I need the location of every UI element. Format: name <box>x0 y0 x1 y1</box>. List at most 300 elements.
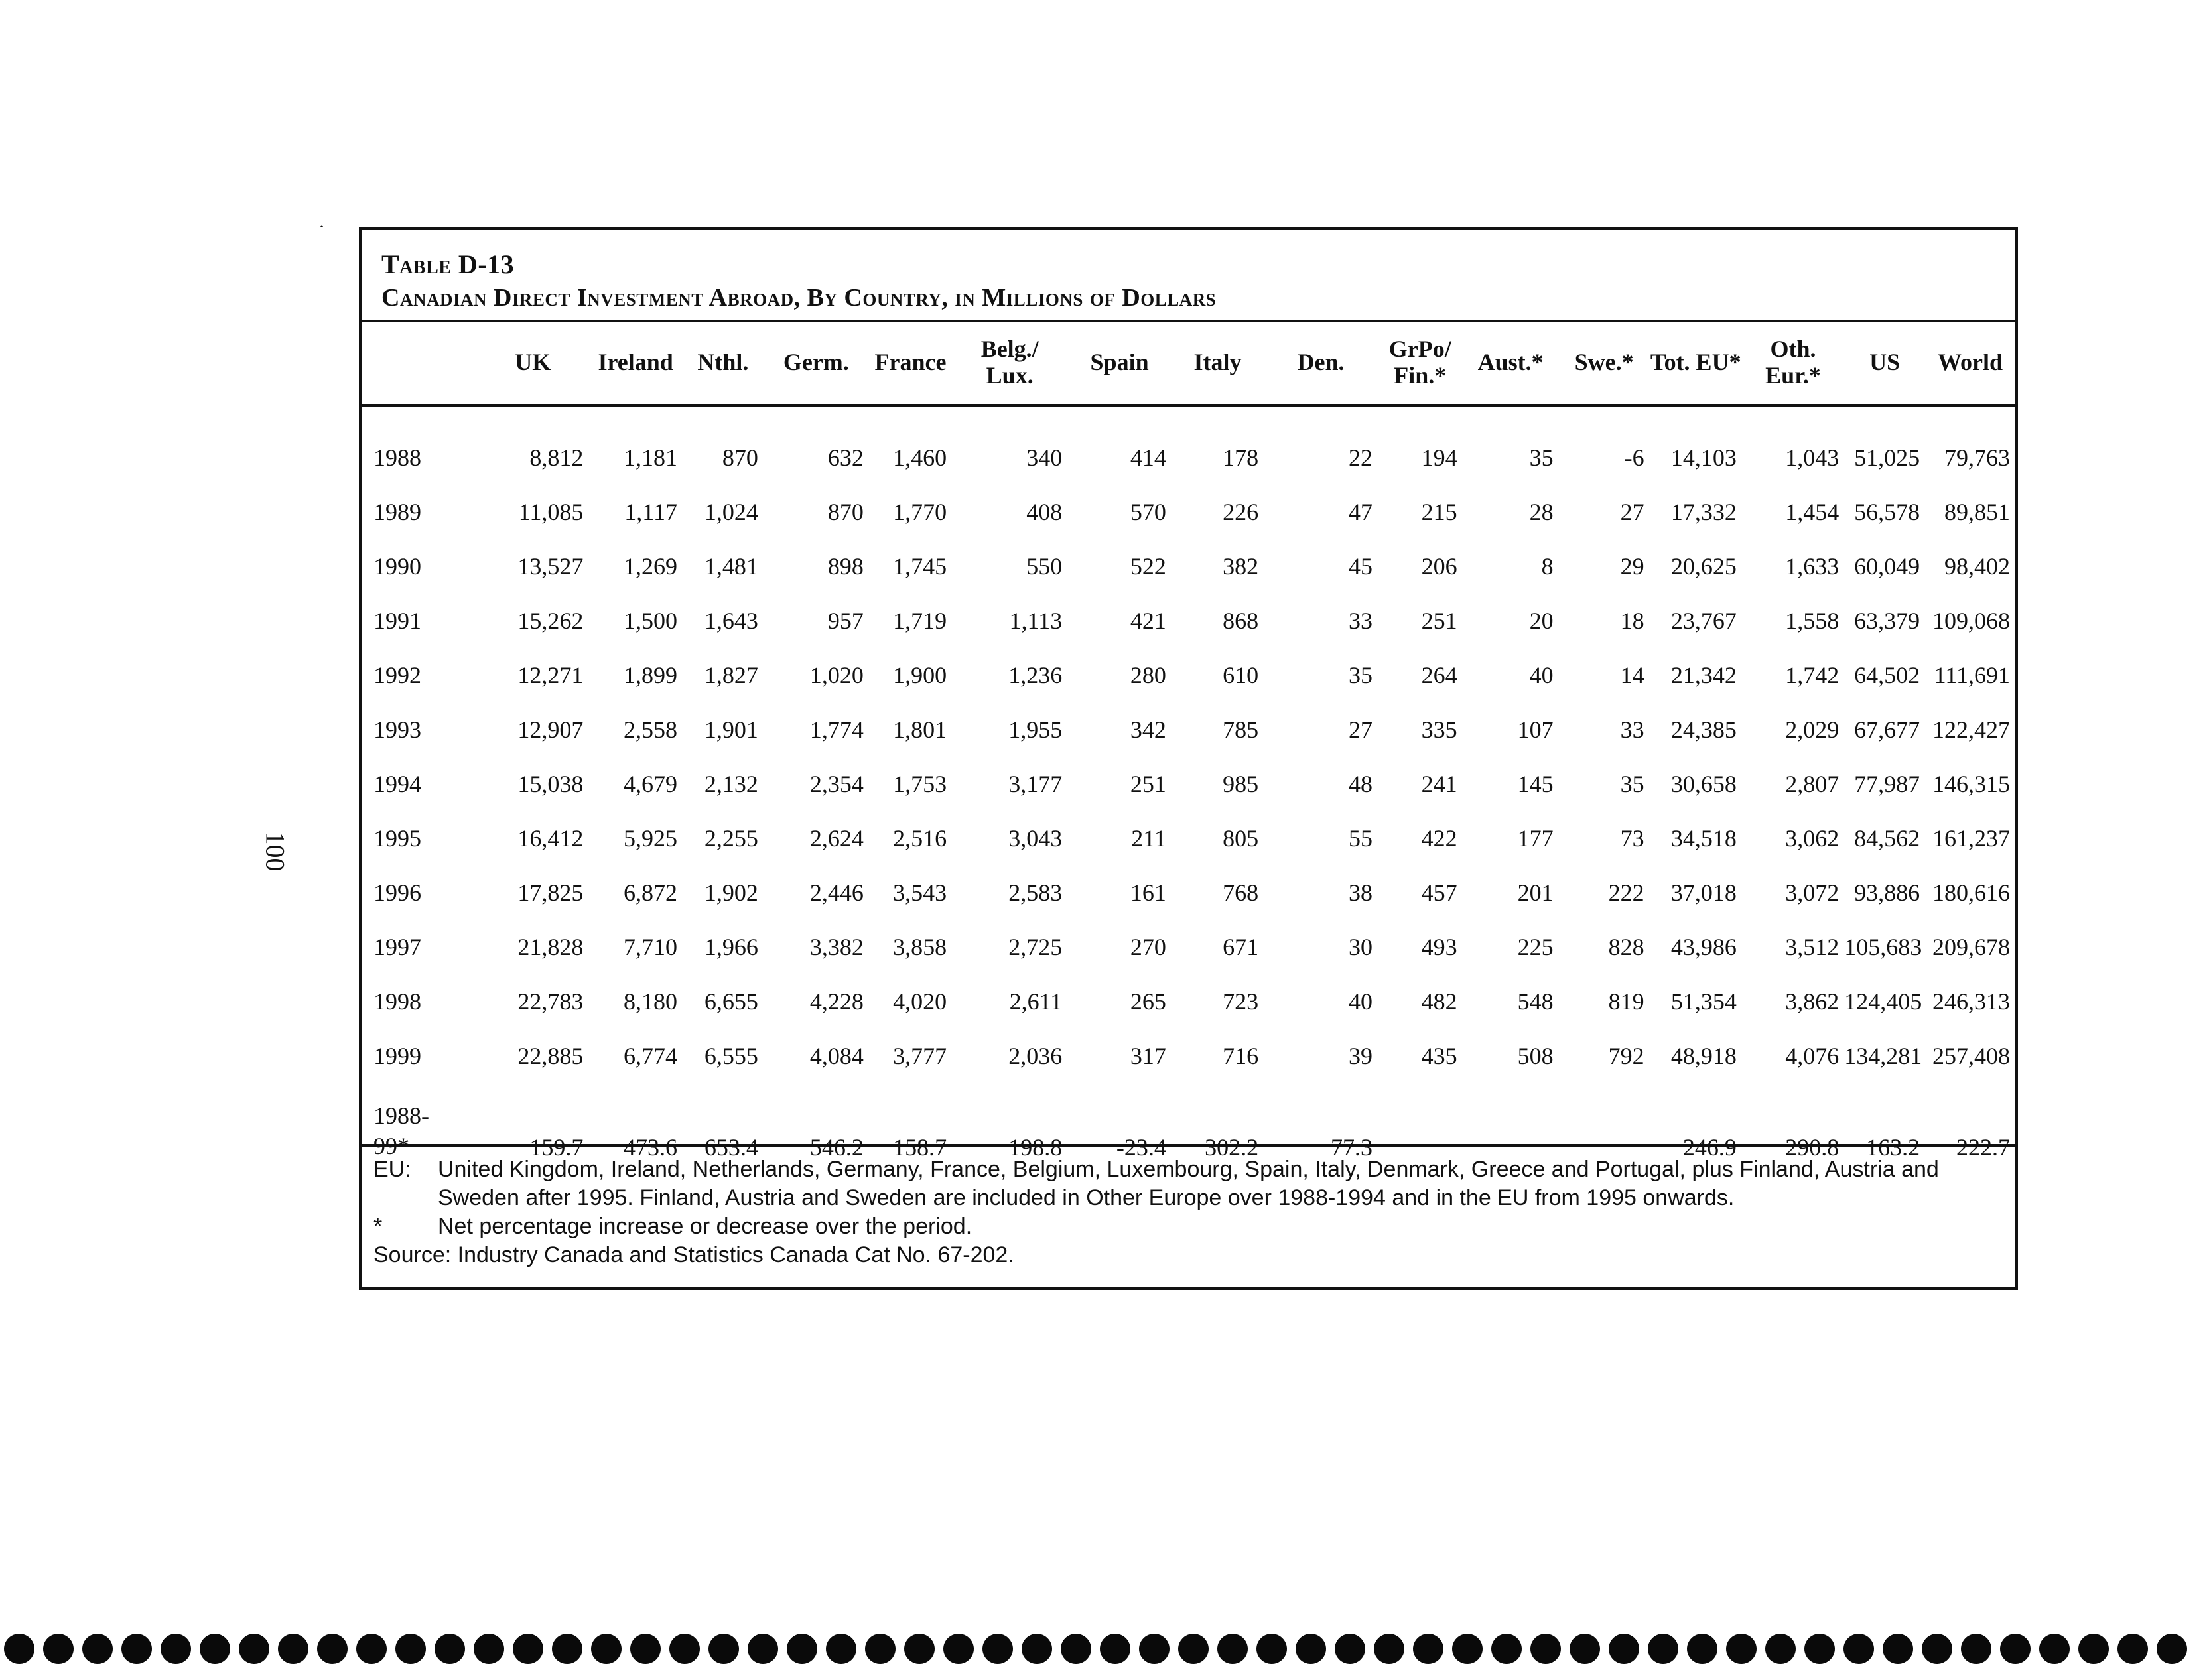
binding-hole <box>1570 1634 1600 1664</box>
table-cell: 77,987 <box>1854 771 1920 797</box>
table-cell: 2,624 <box>809 825 864 852</box>
binding-hole <box>1530 1634 1561 1664</box>
table-cell: 550 <box>1026 553 1063 580</box>
table-label: Table D-13 <box>381 249 515 279</box>
table-cell: 653.4 <box>704 1134 758 1161</box>
binding-hole <box>591 1634 622 1664</box>
table-row <box>362 404 2015 485</box>
table-cell: 4,679 <box>623 771 677 797</box>
table-cell: 340 <box>1026 444 1063 471</box>
table-cell: 421 <box>1130 608 1166 634</box>
table-cell: 48,918 <box>1670 1043 1737 1069</box>
column-header-line: Eur.* <box>1765 361 1821 389</box>
binding-hole <box>356 1634 387 1664</box>
binding-hole <box>708 1634 739 1664</box>
table-cell: 3,062 <box>1785 825 1840 852</box>
note-eu <box>373 1155 1999 1212</box>
table-cell: 30,658 <box>1670 771 1737 797</box>
binding-hole <box>787 1634 817 1664</box>
binding-hole <box>2078 1634 2109 1664</box>
table-cell: 29 <box>1620 553 1644 580</box>
table-cell: 264 <box>1421 662 1457 688</box>
table-cell: 1,966 <box>704 934 758 960</box>
binding-hole <box>1100 1634 1130 1664</box>
binding-hole <box>1765 1634 1796 1664</box>
table-cell: 107 <box>1517 716 1554 743</box>
table-cell: 723 <box>1223 988 1259 1015</box>
table-cell: 209,678 <box>1932 934 2010 960</box>
column-header-line: Ireland <box>598 348 673 375</box>
binding-hole <box>943 1634 974 1664</box>
header-row <box>362 320 2015 404</box>
table-row <box>362 811 2015 866</box>
table-cell: 225 <box>1517 934 1554 960</box>
table-cell: 206 <box>1421 553 1457 580</box>
column-header-line: World <box>1938 348 2003 375</box>
binding-hole <box>2157 1634 2187 1664</box>
table-cell: 2,446 <box>809 879 864 906</box>
column-header-line: Tot. EU* <box>1650 348 1741 375</box>
column-header-line: Oth. <box>1770 335 1816 362</box>
row-year: 1999 <box>373 1043 421 1069</box>
table-row <box>362 866 2015 920</box>
column-header-line: UK <box>515 348 551 375</box>
table-cell: 819 <box>1608 988 1644 1015</box>
table-cell: 93,886 <box>1854 879 1920 906</box>
row-year: 1990 <box>373 553 421 580</box>
row-year: 1997 <box>373 934 421 960</box>
table-cell: 2,611 <box>1009 988 1063 1015</box>
table-cell: 342 <box>1130 716 1166 743</box>
table-cell: 39 <box>1348 1043 1373 1069</box>
table-cell: 548 <box>1517 988 1554 1015</box>
column-header-line: Swe.* <box>1574 348 1634 375</box>
table-cell: 45 <box>1348 553 1373 580</box>
column-header-line: Germ. <box>783 348 849 375</box>
column-header <box>683 320 764 404</box>
note-text: Net percentage increase or decrease over the period. <box>438 1214 972 1239</box>
table-cell: 257,408 <box>1932 1043 2010 1069</box>
table-cell: 6,655 <box>704 988 758 1015</box>
table-cell: 16,412 <box>517 825 584 852</box>
table-row <box>362 757 2015 811</box>
table-cell: 27 <box>1620 499 1644 525</box>
binding-hole <box>278 1634 308 1664</box>
column-header <box>1463 320 1559 404</box>
row-year: 1995 <box>373 825 421 852</box>
investment-table <box>362 320 2015 1171</box>
table-cell: 77.3 <box>1330 1134 1373 1161</box>
table-cell: 2,583 <box>1008 879 1063 906</box>
column-header <box>588 320 683 404</box>
table-cell: 14,103 <box>1670 444 1737 471</box>
table-cell: 280 <box>1130 662 1166 688</box>
table-cell: 177 <box>1517 825 1554 852</box>
binding-hole <box>161 1634 191 1664</box>
table-cell: 1,643 <box>704 608 758 634</box>
table-cell: 1,801 <box>893 716 947 743</box>
table-cell: 2,807 <box>1785 771 1840 797</box>
table-cell: 20,625 <box>1670 553 1737 580</box>
table-cell: 414 <box>1130 444 1166 471</box>
table-cell: 35 <box>1348 662 1373 688</box>
table-cell: 1,745 <box>893 553 947 580</box>
table-cell: 55 <box>1348 825 1373 852</box>
column-header-line: France <box>874 348 947 375</box>
table-cell: 12,907 <box>517 716 584 743</box>
table-cell: 4,084 <box>809 1043 864 1069</box>
table-cell: 6,872 <box>623 879 677 906</box>
column-header-line: Aust.* <box>1477 348 1544 375</box>
binding-hole <box>2117 1634 2148 1664</box>
table-cell: 211 <box>1131 825 1166 852</box>
table-cell: 215 <box>1421 499 1457 525</box>
table-cell: 134,281 <box>1844 1043 1922 1069</box>
table-cell: 870 <box>827 499 864 525</box>
table-cell: 1,955 <box>1008 716 1063 743</box>
table-cell: 22 <box>1348 444 1373 471</box>
table-cell: 4,228 <box>809 988 864 1015</box>
table-cell: 2,516 <box>893 825 947 852</box>
table-cell: 1,899 <box>623 662 677 688</box>
table-cell: 161,237 <box>1932 825 2010 852</box>
table-cell: 3,177 <box>1008 771 1063 797</box>
binding-hole <box>4 1634 34 1664</box>
table-cell: 522 <box>1130 553 1166 580</box>
page-number: 100 <box>260 831 291 872</box>
table-cell: -23.4 <box>1116 1134 1166 1161</box>
binding-hole <box>630 1634 661 1664</box>
table-cell: 3,777 <box>893 1043 947 1069</box>
table-cell: 180,616 <box>1932 879 2010 906</box>
column-header-line: Belg./ <box>980 335 1039 362</box>
table-cell: 109,068 <box>1932 608 2010 634</box>
table-cell: 60,049 <box>1854 553 1920 580</box>
binding-hole <box>82 1634 113 1664</box>
table-cell: 79,763 <box>1944 444 2010 471</box>
table-cell: 408 <box>1026 499 1063 525</box>
table-cell: 1,454 <box>1785 499 1840 525</box>
binding-hole <box>552 1634 582 1664</box>
binding-hole <box>1139 1634 1170 1664</box>
binding-hole <box>904 1634 935 1664</box>
table-cell: 868 <box>1223 608 1259 634</box>
table-title-block <box>381 247 1993 314</box>
table-cell: 163.2 <box>1866 1134 1920 1161</box>
table-cell: 8,180 <box>623 988 677 1015</box>
table-cell: 270 <box>1130 934 1166 960</box>
table-cell: 40 <box>1348 988 1373 1015</box>
table-cell: 33 <box>1348 608 1373 634</box>
table-cell: 1,774 <box>809 716 864 743</box>
table-cell: 1,633 <box>1785 553 1840 580</box>
column-header <box>1742 320 1844 404</box>
row-year: 1991 <box>373 608 421 634</box>
table-cell: 785 <box>1223 716 1259 743</box>
table-cell: 5,925 <box>623 825 677 852</box>
table-cell: 159.7 <box>529 1134 584 1161</box>
table-cell: 457 <box>1421 879 1457 906</box>
row-year: 1989 <box>373 499 421 525</box>
table-cell: 435 <box>1421 1043 1457 1069</box>
column-header <box>1172 320 1264 404</box>
binding-hole <box>748 1634 778 1664</box>
binding-hole <box>982 1634 1013 1664</box>
binding-hole <box>1883 1634 1913 1664</box>
binding-hole <box>1843 1634 1874 1664</box>
table-cell: 67,677 <box>1854 716 1920 743</box>
binding-hole <box>43 1634 74 1664</box>
binding-hole <box>1609 1634 1639 1664</box>
table-cell: 2,036 <box>1008 1043 1063 1069</box>
table-cell: 3,858 <box>893 934 947 960</box>
table-cell: 105,683 <box>1844 934 1922 960</box>
column-header-line: US <box>1869 348 1901 375</box>
table-row <box>362 702 2015 757</box>
table-cell: 1,024 <box>704 499 758 525</box>
table-cell: 1,043 <box>1785 444 1840 471</box>
table-cell: 302.2 <box>1205 1134 1259 1161</box>
table-cell: 546.2 <box>809 1134 864 1161</box>
table-cell: 957 <box>827 608 864 634</box>
binding-hole <box>1961 1634 1991 1664</box>
table-cell: 985 <box>1223 771 1259 797</box>
table-cell: 122,427 <box>1932 716 2010 743</box>
table-cell: 335 <box>1421 716 1457 743</box>
binding-hole <box>1374 1634 1404 1664</box>
table-cell: 246,313 <box>1932 988 2010 1015</box>
table-cell: 2,354 <box>809 771 864 797</box>
table-cell: 1,117 <box>624 499 677 525</box>
table-cell: 158.7 <box>893 1134 947 1161</box>
binding-hole <box>1178 1634 1209 1664</box>
table-cell: 12,271 <box>517 662 584 688</box>
table-cell: 1,020 <box>809 662 864 688</box>
table-cell: 222.7 <box>1956 1134 2010 1161</box>
table-cell: 2,132 <box>704 771 758 797</box>
binding-hole <box>317 1634 348 1664</box>
table-cell: 768 <box>1223 879 1259 906</box>
table-cell: 17,825 <box>517 879 584 906</box>
table-cell: 22,783 <box>517 988 584 1015</box>
table-cell: 34,518 <box>1670 825 1737 852</box>
row-year: 1994 <box>373 771 421 797</box>
table-row <box>362 485 2015 539</box>
binding-hole <box>1217 1634 1248 1664</box>
column-header <box>1067 320 1172 404</box>
column-header-line: Den. <box>1297 348 1345 375</box>
binding-hole <box>826 1634 856 1664</box>
table-cell: 610 <box>1223 662 1259 688</box>
column-header <box>1925 320 2015 404</box>
table-cell: 3,543 <box>893 879 947 906</box>
table-row <box>362 539 2015 594</box>
binding-hole <box>1922 1634 1952 1664</box>
table-cell: 194 <box>1421 444 1457 471</box>
table-title: Canadian Direct Investment Abroad, By Country, in Millions of Dollars <box>381 284 1217 312</box>
table-cell: 382 <box>1223 553 1259 580</box>
table-row <box>362 648 2015 702</box>
column-header-line: Italy <box>1193 348 1242 375</box>
note-label: EU: <box>373 1157 411 1182</box>
column-header-line: Fin.* <box>1394 361 1447 389</box>
binding-hole <box>865 1634 896 1664</box>
column-header <box>764 320 869 404</box>
binding-hole <box>1804 1634 1835 1664</box>
column-header <box>477 320 588 404</box>
source-note: Source: Industry Canada and Statistics Canada Cat No. 67-202. <box>373 1242 1014 1267</box>
table-cell: 17,332 <box>1670 499 1737 525</box>
table-cell: 3,043 <box>1008 825 1063 852</box>
table-cell: 20 <box>1529 608 1554 634</box>
table-cell: 14 <box>1620 662 1644 688</box>
column-header <box>952 320 1067 404</box>
binding-hole <box>1413 1634 1443 1664</box>
column-header <box>362 320 477 404</box>
table-cell: 1,902 <box>704 879 758 906</box>
table-cell: 11,085 <box>518 499 584 525</box>
table-cell: 226 <box>1223 499 1259 525</box>
table-cell: 1,481 <box>704 553 758 580</box>
table-cell: 898 <box>827 553 864 580</box>
column-header-line: Lux. <box>986 361 1034 389</box>
binding-hole <box>1256 1634 1287 1664</box>
table-cell: 22,885 <box>517 1043 584 1069</box>
table-cell: 178 <box>1223 444 1259 471</box>
table-cell: 241 <box>1421 771 1457 797</box>
table-cell: 21,828 <box>517 934 584 960</box>
binding-hole <box>1022 1634 1052 1664</box>
binding-hole <box>200 1634 230 1664</box>
row-year: 1992 <box>373 662 421 688</box>
table-cell: 145 <box>1517 771 1554 797</box>
table-cell: 251 <box>1130 771 1166 797</box>
table-cell: 1,742 <box>1785 662 1840 688</box>
binding-hole <box>2000 1634 2031 1664</box>
binding-hole <box>395 1634 426 1664</box>
binding-hole <box>1648 1634 1678 1664</box>
table-cell: 1,901 <box>704 716 758 743</box>
binding-hole <box>474 1634 504 1664</box>
binding-hole <box>2039 1634 2070 1664</box>
table-cell: 51,025 <box>1854 444 1920 471</box>
table-cell: 40 <box>1529 662 1554 688</box>
table-cell: 73 <box>1620 825 1644 852</box>
table-cell: 671 <box>1223 934 1259 960</box>
table-cell: 15,038 <box>517 771 584 797</box>
table-cell: 2,558 <box>623 716 677 743</box>
table-cell: 6,774 <box>623 1043 677 1069</box>
column-header <box>1844 320 1925 404</box>
table-cell: 251 <box>1421 608 1457 634</box>
column-header <box>869 320 952 404</box>
column-header <box>1264 320 1378 404</box>
table-cell: 48 <box>1348 771 1373 797</box>
table-cell: 198.8 <box>1008 1134 1063 1161</box>
table-cell: 7,710 <box>623 934 677 960</box>
table-cell: 265 <box>1130 988 1166 1015</box>
table-cell: 30 <box>1348 934 1373 960</box>
table-cell: 89,851 <box>1944 499 2010 525</box>
table-cell: 28 <box>1529 499 1554 525</box>
note-text: United Kingdom, Ireland, Netherlands, Germany, France, Belgium, Luxembourg, Spain, Italy, Denmark, Greece and Portugal, plus Finland, Austria and Sweden after 1995. Finland, Austria and Sweden are included in Other Europe over 1988-1994 and in the EU from 1995 onwards. <box>438 1157 1939 1210</box>
binding-hole <box>121 1634 152 1664</box>
table-cell: 201 <box>1517 879 1554 906</box>
table-cell: 33 <box>1620 716 1644 743</box>
table-cell: 222 <box>1608 879 1644 906</box>
binding-hole <box>1726 1634 1757 1664</box>
table-cell: 632 <box>827 444 864 471</box>
table-cell: 2,725 <box>1008 934 1063 960</box>
column-header <box>1559 320 1650 404</box>
table-cell: 3,382 <box>809 934 864 960</box>
table-cell: 482 <box>1421 988 1457 1015</box>
column-header-line: GrPo/ <box>1388 335 1451 362</box>
binding-hole <box>669 1634 700 1664</box>
table-cell: 4,076 <box>1785 1043 1840 1069</box>
row-year: 1993 <box>373 716 421 743</box>
table-cell: 47 <box>1348 499 1373 525</box>
column-header-line: Nthl. <box>697 348 749 375</box>
table-row <box>362 974 2015 1029</box>
table-cell: 1,753 <box>893 771 947 797</box>
table-cell: 493 <box>1421 934 1457 960</box>
table-cell: 35 <box>1529 444 1554 471</box>
table-cell: 828 <box>1608 934 1644 960</box>
table-cell: 146,315 <box>1932 771 2010 797</box>
table-cell: 6,555 <box>704 1043 758 1069</box>
row-year: 1988 <box>373 444 421 471</box>
table-cell: 15,262 <box>517 608 584 634</box>
table-cell: 1,827 <box>704 662 758 688</box>
table-cell: 63,379 <box>1854 608 1920 634</box>
table-cell: 246.9 <box>1682 1134 1737 1161</box>
binding-hole <box>1296 1634 1326 1664</box>
table-cell: 35 <box>1620 771 1644 797</box>
binding-hole <box>239 1634 269 1664</box>
table-row <box>362 920 2015 974</box>
table-frame <box>359 227 2018 1290</box>
table-cell: 1,460 <box>893 444 947 471</box>
table-cell: 805 <box>1223 825 1259 852</box>
table-cell: 4,020 <box>893 988 947 1015</box>
table-cell: 3,072 <box>1785 879 1840 906</box>
scan-speck: · <box>318 216 325 237</box>
table-cell: 1,558 <box>1785 608 1840 634</box>
table-cell: 1,719 <box>893 608 947 634</box>
table-cell: 13,527 <box>517 553 584 580</box>
table-cell: 290.8 <box>1785 1134 1840 1161</box>
table-cell: 24,385 <box>1670 716 1737 743</box>
table-cell: 56,578 <box>1854 499 1920 525</box>
binding-hole <box>1061 1634 1091 1664</box>
row-year: 1996 <box>373 879 421 906</box>
table-cell: 2,029 <box>1785 716 1840 743</box>
table-cell: 21,342 <box>1670 662 1737 688</box>
table-cell: 792 <box>1608 1043 1644 1069</box>
table-cell: 111,691 <box>1934 662 2010 688</box>
table-cell: 98,402 <box>1944 553 2010 580</box>
table-cell: 1,900 <box>893 662 947 688</box>
table-cell: 3,862 <box>1785 988 1840 1015</box>
binding-hole <box>1491 1634 1522 1664</box>
summary-label-line: 99* <box>373 1133 409 1159</box>
binding-hole <box>1687 1634 1717 1664</box>
binding-hole <box>1335 1634 1365 1664</box>
note-asterisk <box>373 1212 1999 1241</box>
table-cell: 8 <box>1541 553 1554 580</box>
table-cell: 473.6 <box>623 1134 677 1161</box>
